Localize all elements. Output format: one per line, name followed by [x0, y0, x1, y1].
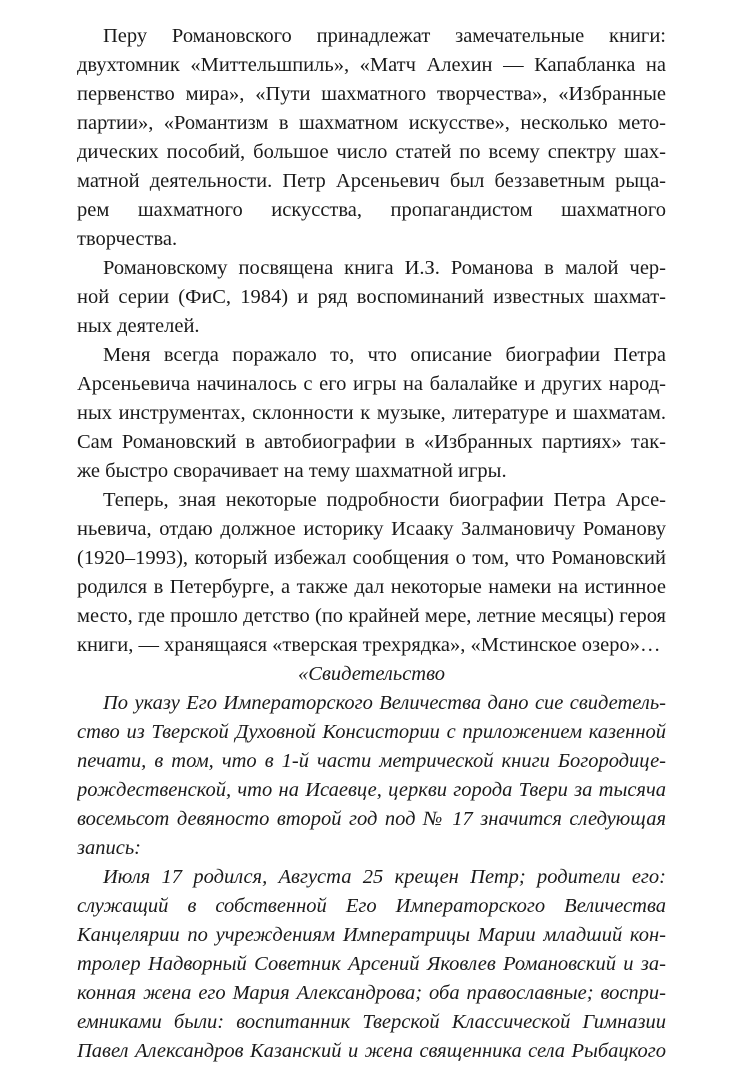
certificate-heading: «Свидетельство: [298, 663, 445, 685]
text-line: Теперь, зная некоторые подробности биографии Петра Арсе-: [103, 489, 666, 511]
text-line: двухтомник «Миттельшпиль», «Матч Алехин — Капабланка на: [77, 54, 666, 76]
text-line: место, где прошло детство (по крайней мере, летние месяцы) героя: [77, 605, 666, 627]
text-line: ных деятелей.: [77, 315, 200, 337]
paragraph: [77, 254, 666, 341]
text-line: Сам Романовский в автобиографии в «Избранных партиях» так-: [77, 431, 666, 453]
certificate-paragraph: [77, 863, 666, 1066]
certificate-paragraph: [77, 689, 666, 863]
text-line: емниками были: воспитанник Тверской Классической Гимназии: [77, 1011, 666, 1033]
text-line: Канцелярии по учреждениям Императрицы Марии младший кон-: [77, 924, 666, 946]
certificate-quote: [77, 660, 666, 1066]
text-line: служащий в собственной Его Императорского Величества: [77, 895, 666, 917]
text-line: ной серии (ФиС, 1984) и ряд воспоминаний известных шахмат-: [77, 286, 666, 308]
text-line: восемьсот девяносто второй год под № 17 значится следующая: [77, 808, 666, 830]
text-line: рем шахматного искусства, пропагандистом шахматного: [77, 199, 666, 221]
text-line: первенство мира», «Пути шахматного творчества», «Избранные: [77, 83, 666, 105]
text-line: ство из Тверской Духовной Консистории с приложением казенной: [77, 721, 666, 743]
text-line: же быстро сворачивает на тему шахматной игры.: [77, 460, 507, 482]
text-line: книги, — хранящаяся «тверская трехрядка», «Мстинское озеро»…: [77, 634, 661, 656]
paragraph: [77, 486, 666, 660]
text-line: ньевича, отдаю должное историку Исааку Залмановичу Романову: [77, 518, 666, 540]
text-line: Перу Романовского принадлежат замечательные книги:: [103, 25, 666, 47]
text-line: дических пособий, большое число статей по всему спектру шах-: [77, 141, 666, 163]
text-line: ных инструментах, склонности к музыке, литературе и шахматам.: [77, 402, 666, 424]
text-line: Романовскому посвящена книга И.З. Романова в малой чер-: [103, 257, 666, 279]
text-line: По указу Его Императорского Величества дано сие свидетель-: [103, 692, 666, 714]
text-line: Меня всегда поражало то, что описание биографии Петра: [103, 344, 666, 366]
text-line: тролер Надворный Советник Арсений Яковлев Романовский и за-: [77, 953, 666, 975]
text-line: конная жена его Мария Александрова; оба православные; воспри-: [77, 982, 666, 1004]
text-line: Арсеньевича начиналось с его игры на балалайке и других народ-: [77, 373, 666, 395]
text-line: рождественской, что на Исаевце, церкви города Твери за тысяча: [77, 779, 666, 801]
page-body: [77, 22, 666, 1066]
text-line: Павел Александров Казанский и жена священника села Рыбацкого: [77, 1040, 666, 1062]
text-line: запись:: [77, 837, 142, 859]
text-line: партии», «Романтизм в шахматном искусстве», несколько мето-: [77, 112, 666, 134]
text-line: родился в Петербурге, а также дал некоторые намеки на истинное: [77, 576, 666, 598]
text-line: творчества.: [77, 228, 178, 250]
text-line: печати, в том, что в 1-й части метрической книги Богородице-: [77, 750, 666, 772]
text-line: матной деятельности. Петр Арсеньевич был беззаветным рыца-: [77, 170, 666, 192]
text-line: (1920–1993), который избежал сообщения о том, что Романовский: [77, 547, 666, 569]
paragraph: [77, 22, 666, 254]
text-line: Июля 17 родился, Августа 25 крещен Петр; родители его:: [103, 866, 666, 888]
paragraph: [77, 341, 666, 486]
